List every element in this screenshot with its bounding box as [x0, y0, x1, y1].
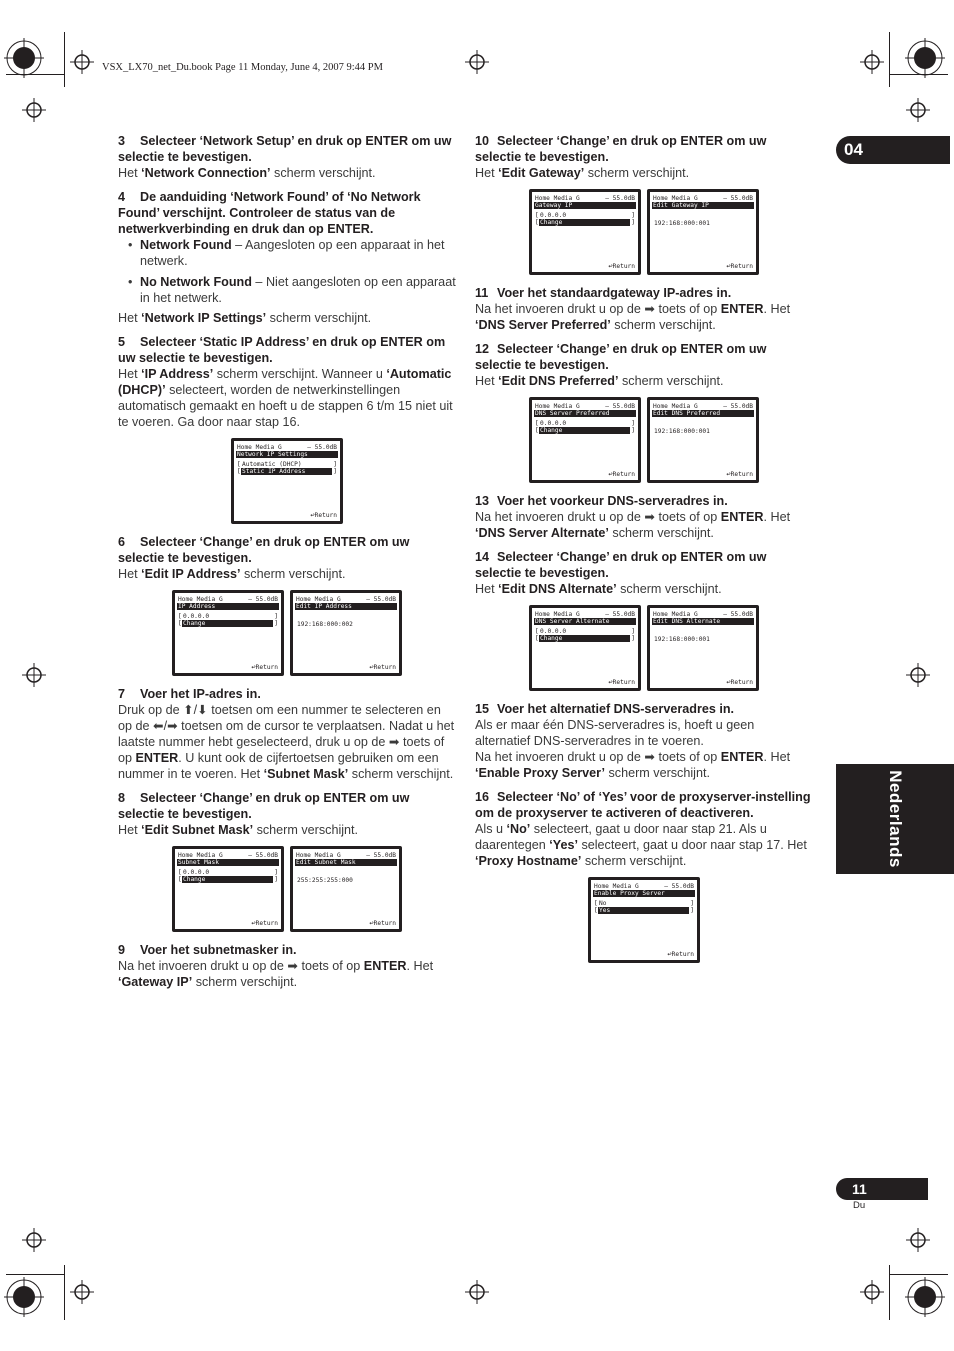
osd-screen-gateway-ip: Home Media G – 55.0dB Gateway IP [ 0.0.0.0 ] [ Change ] ↩Return: [529, 189, 641, 275]
osd-screen-ip-address: Home Media G – 55.0dB IP Address [ 0.0.0.0 ] [ Change ] ↩Return: [172, 590, 284, 676]
step-16-heading: 16 Selecteer ‘No’ of ‘Yes’ voor de proxyserver-instelling om de proxyserver te activeren of deactiveren.: [475, 790, 811, 820]
language-tab: [836, 764, 954, 874]
page-lang-code: Du: [853, 1200, 866, 1211]
list-item: • No Network Found – Niet aangesloten op een apparaat in het netwerk.: [118, 274, 456, 306]
osd-screen-edit-gateway-ip: Home Media G – 55.0dB Edit Gateway IP 192:168:000:001 ↩Return: [647, 189, 759, 275]
screen-figure: [118, 590, 456, 676]
osd-screen-edit-dns-preferred: Home Media G – 55.0dB Edit DNS Preferred 192:168:000:001 ↩Return: [647, 397, 759, 483]
screen-figure: [475, 397, 813, 483]
step-10-text: Het ‘Edit Gateway’ scherm verschijnt.: [475, 166, 690, 180]
screen-figure: [475, 877, 813, 963]
step-12-heading: 12 Selecteer ‘Change’ en druk op ENTER om uw selectie te bevestigen.: [475, 342, 767, 372]
step-7-heading: 7 Voer het IP-adres in.: [118, 687, 261, 701]
crosshair-mark-icon: [22, 663, 46, 687]
crosshair-mark-icon: [860, 1280, 884, 1304]
crosshair-mark-icon: [465, 1280, 489, 1304]
chapter-tab: 04: [836, 136, 950, 164]
crop-mark: [890, 1274, 948, 1275]
step-11-text: Na het invoeren drukt u op de ➡ toets of op ENTER. Het ‘DNS Server Preferred’ scherm verschijnt.: [475, 302, 791, 332]
step-8-heading: 8 Selecteer ‘Change’ en druk op ENTER om uw selectie te bevestigen.: [118, 791, 410, 821]
crosshair-mark-icon: [22, 98, 46, 122]
step-6-text: Het ‘Edit IP Address’ scherm verschijnt.: [118, 567, 346, 581]
registration-mark-icon: [905, 38, 945, 78]
registration-mark-icon: [905, 1277, 945, 1317]
crop-mark: [64, 32, 65, 87]
step-3-heading: 3 Selecteer ‘Network Setup’ en druk op ENTER om uw selectie te bevestigen.: [118, 134, 452, 164]
crop-mark: [889, 32, 890, 87]
step-8-text: Het ‘Edit Subnet Mask’ scherm verschijnt.: [118, 823, 359, 837]
return-arrow-icon: ↩: [251, 919, 256, 927]
return-label: ↩Return: [310, 511, 337, 519]
return-arrow-icon: ↩: [726, 470, 731, 478]
step-4-text: Het ‘Network IP Settings’ scherm verschijnt.: [118, 311, 372, 325]
return-arrow-icon: ↩: [369, 919, 374, 927]
list-item: • Network Found – Aangesloten op een apparaat in het netwerk.: [118, 237, 456, 269]
screen-figure: [118, 846, 456, 932]
osd-screen-dns-server-alternate: Home Media G – 55.0dB DNS Server Alternate [ 0.0.0.0 ] [ Change ] ↩Return: [529, 605, 641, 691]
page-number: 11: [836, 1178, 928, 1200]
step-5-text: Het ‘IP Address’ scherm verschijnt. Wanneer u ‘Automatic (DHCP)’ selecteert, worden de netwerkinstellingen automatisch gemaakt en hoeft u de stappen 6 t/m 15 niet uit te voeren. Ga door naar stap 16.: [118, 367, 453, 429]
registration-mark-icon: [4, 1277, 44, 1317]
crosshair-mark-icon: [906, 1228, 930, 1252]
step-9-text: Na het invoeren drukt u op de ➡ toets of op ENTER. Het ‘Gateway IP’ scherm verschijnt.: [118, 959, 434, 989]
step-10-heading: 10 Selecteer ‘Change’ en druk op ENTER om uw selectie te bevestigen.: [475, 134, 767, 164]
step-7-text: Druk op de ⬆/⬇ toetsen om een nummer te selecteren en op de ⬅/➡ toetsen om de cursor te verplaatsen. Nadat u het laatste nummer hebt geselecteerd, druk u op de ➡ toets of op ENTER. U kunt ook de cijfertoetsen gebruiken om een nummer in te voeren. Het ‘Subnet Mask’ scherm verschijnt.: [118, 703, 455, 781]
step-13-text: Na het invoeren drukt u op de ➡ toets of op ENTER. Het ‘DNS Server Alternate’ scherm verschijnt.: [475, 510, 791, 540]
osd-screen-network-ip-settings: Home Media G – 55.0dB Network IP Settings [ Automatic (DHCP) ] [ Static IP Address ] ↩Return: [231, 438, 343, 524]
crop-mark: [64, 1265, 65, 1320]
step-15-note: Als er maar één DNS-serveradres is, hoeft u geen alternatief DNS-serveradres in te voeren.: [475, 718, 755, 748]
right-column: [475, 133, 813, 973]
osd-screen-edit-ip-address: Home Media G – 55.0dB Edit IP Address 192:168:000:002 ↩Return: [290, 590, 402, 676]
osd-screen-enable-proxy-server: Home Media G – 55.0dB Enable Proxy Server [ No ] [ Yes ] ↩Return: [588, 877, 700, 963]
step-13-heading: 13 Voer het voorkeur DNS-serveradres in.: [475, 494, 728, 508]
step-14-text: Het ‘Edit DNS Alternate’ scherm verschijnt.: [475, 582, 722, 596]
left-column: [118, 133, 456, 990]
return-arrow-icon: ↩: [369, 663, 374, 671]
crosshair-mark-icon: [465, 50, 489, 74]
osd-screen-edit-dns-alternate: Home Media G – 55.0dB Edit DNS Alternate 192:168:000:001 ↩Return: [647, 605, 759, 691]
language-tab-label: Nederlands: [886, 770, 905, 868]
crosshair-mark-icon: [22, 1228, 46, 1252]
step-5-heading: 5 Selecteer ‘Static IP Address’ en druk op ENTER om uw selectie te bevestigen.: [118, 335, 446, 365]
return-arrow-icon: ↩: [608, 678, 613, 686]
crosshair-mark-icon: [906, 663, 930, 687]
crosshair-mark-icon: [70, 1280, 94, 1304]
return-arrow-icon: ↩: [310, 511, 315, 519]
osd-screen-edit-subnet-mask: Home Media G – 55.0dB Edit Subnet Mask 255:255:255:000 ↩Return: [290, 846, 402, 932]
step-12-text: Het ‘Edit DNS Preferred’ scherm verschijnt.: [475, 374, 724, 388]
crosshair-mark-icon: [70, 50, 94, 74]
screen-figure: [118, 438, 456, 524]
screen-title: Network IP Settings: [236, 451, 338, 458]
step-6-heading: 6 Selecteer ‘Change’ en druk op ENTER om uw selectie te bevestigen.: [118, 535, 410, 565]
osd-screen-subnet-mask: Home Media G – 55.0dB Subnet Mask [ 0.0.0.0 ] [ Change ] ↩Return: [172, 846, 284, 932]
step-16-text: Als u ‘No’ selecteert, gaat u door naar stap 21. Als u daarentegen ‘Yes’ selecteert, gaat u door naar stap 17. Het ‘Proxy Hostname’ scherm verschijnt.: [475, 822, 807, 868]
return-arrow-icon: ↩: [726, 678, 731, 686]
step-11-heading: 11 Voer het standaardgateway IP-adres in.: [475, 286, 732, 300]
return-arrow-icon: ↩: [608, 262, 613, 270]
crop-mark: [6, 1274, 64, 1275]
return-arrow-icon: ↩: [251, 663, 256, 671]
step-15-text: Na het invoeren drukt u op de ➡ toets of op ENTER. Het ‘Enable Proxy Server’ scherm verschijnt.: [475, 750, 791, 780]
return-arrow-icon: ↩: [726, 262, 731, 270]
return-arrow-icon: ↩: [608, 470, 613, 478]
crosshair-mark-icon: [906, 98, 930, 122]
osd-screen-dns-server-preferred: Home Media G – 55.0dB DNS Server Preferred [ 0.0.0.0 ] [ Change ] ↩Return: [529, 397, 641, 483]
step-3-text: Het ‘Network Connection’ scherm verschijnt.: [118, 166, 376, 180]
crosshair-mark-icon: [860, 50, 884, 74]
return-arrow-icon: ↩: [667, 950, 672, 958]
file-header: VSX_LX70_net_Du.book Page 11 Monday, June 4, 2007 9:44 PM: [102, 62, 383, 73]
step-15-heading: 15 Voer het alternatief DNS-serveradres in.: [475, 702, 735, 716]
screen-figure: [475, 189, 813, 275]
step-9-heading: 9 Voer het subnetmasker in.: [118, 943, 297, 957]
screen-figure: [475, 605, 813, 691]
status-list: [118, 237, 456, 306]
step-4-heading: 4 De aanduiding ‘Network Found’ of ‘No Network Found’ verschijnt. Controleer de status van de netwerkverbinding en druk dan op ENTER.: [118, 190, 421, 236]
step-14-heading: 14 Selecteer ‘Change’ en druk op ENTER om uw selectie te bevestigen.: [475, 550, 767, 580]
registration-mark-icon: [4, 38, 44, 78]
